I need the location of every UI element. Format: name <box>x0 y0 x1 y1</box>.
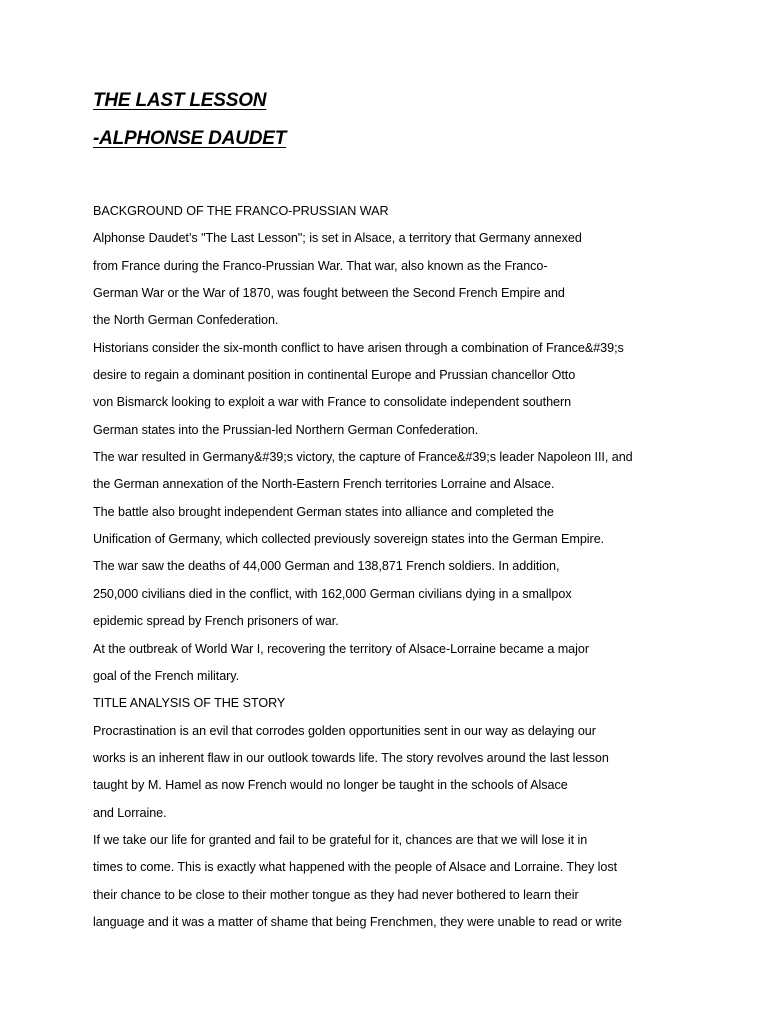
text-line: language and it was a matter of shame that being Frenchmen, they were unable to read or write <box>93 914 622 929</box>
text-line: desire to regain a dominant position in continental Europe and Prussian chancellor Otto <box>93 368 576 383</box>
text-line: the German annexation of the North-Eastern French territories Lorraine and Alsace. <box>93 477 555 492</box>
text-line: Alphonse Daudet’s "The Last Lesson"; is set in Alsace, a territory that Germany annexed <box>93 231 582 246</box>
text-line: Procrastination is an evil that corrodes golden opportunities sent in our way as delaying our <box>93 723 596 738</box>
document-author: -ALPHONSE DAUDET <box>93 128 287 149</box>
text-line: taught by M. Hamel as now French would no longer be taught in the schools of Alsace <box>93 778 568 793</box>
text-line: goal of the French military. <box>93 668 240 683</box>
text-line: Historians consider the six-month conflict to have arisen through a combination of France&#39;s <box>93 340 624 355</box>
text-line: The war resulted in Germany&#39;s victory, the capture of France&#39;s leader Napoleon III, and <box>93 450 633 465</box>
text-line: the North German Confederation. <box>93 313 279 328</box>
text-line: The battle also brought independent German states into alliance and completed the <box>93 504 554 519</box>
text-line: The war saw the deaths of 44,000 German and 138,871 French soldiers. In addition, <box>93 559 560 574</box>
text-line: epidemic spread by French prisoners of war. <box>93 614 339 629</box>
section-heading-background: BACKGROUND OF THE FRANCO-PRUSSIAN WAR <box>93 204 389 218</box>
document-body <box>93 201 733 939</box>
text-line: times to come. This is exactly what happened with the people of Alsace and Lorraine. They lost <box>93 860 618 875</box>
document-title: THE LAST LESSON <box>93 90 267 111</box>
text-line: German states into the Prussian-led Northern German Confederation. <box>93 422 479 437</box>
text-line: their chance to be close to their mother tongue as they had never bothered to learn their <box>93 887 579 902</box>
text-line: from France during the Franco-Prussian War. That war, also known as the Franco- <box>93 258 548 273</box>
text-line: von Bismarck looking to exploit a war with France to consolidate independent southern <box>93 395 572 410</box>
section-heading-title-analysis: TITLE ANALYSIS OF THE STORY <box>93 696 286 711</box>
text-line: German War or the War of 1870, was fought between the Second French Empire and <box>93 286 565 301</box>
text-line: works is an inherent flaw in our outlook towards life. The story revolves around the last lesson <box>93 750 609 765</box>
text-line: If we take our life for granted and fail to be grateful for it, chances are that we will lose it in <box>93 832 588 847</box>
text-line: 250,000 civilians died in the conflict, with 162,000 German civilians dying in a smallpox <box>93 586 572 601</box>
text-line: Unification of Germany, which collected previously sovereign states into the German Empire. <box>93 532 605 547</box>
text-line: At the outbreak of World War I, recovering the territory of Alsace-Lorraine became a major <box>93 641 589 656</box>
text-line: and Lorraine. <box>93 805 167 820</box>
